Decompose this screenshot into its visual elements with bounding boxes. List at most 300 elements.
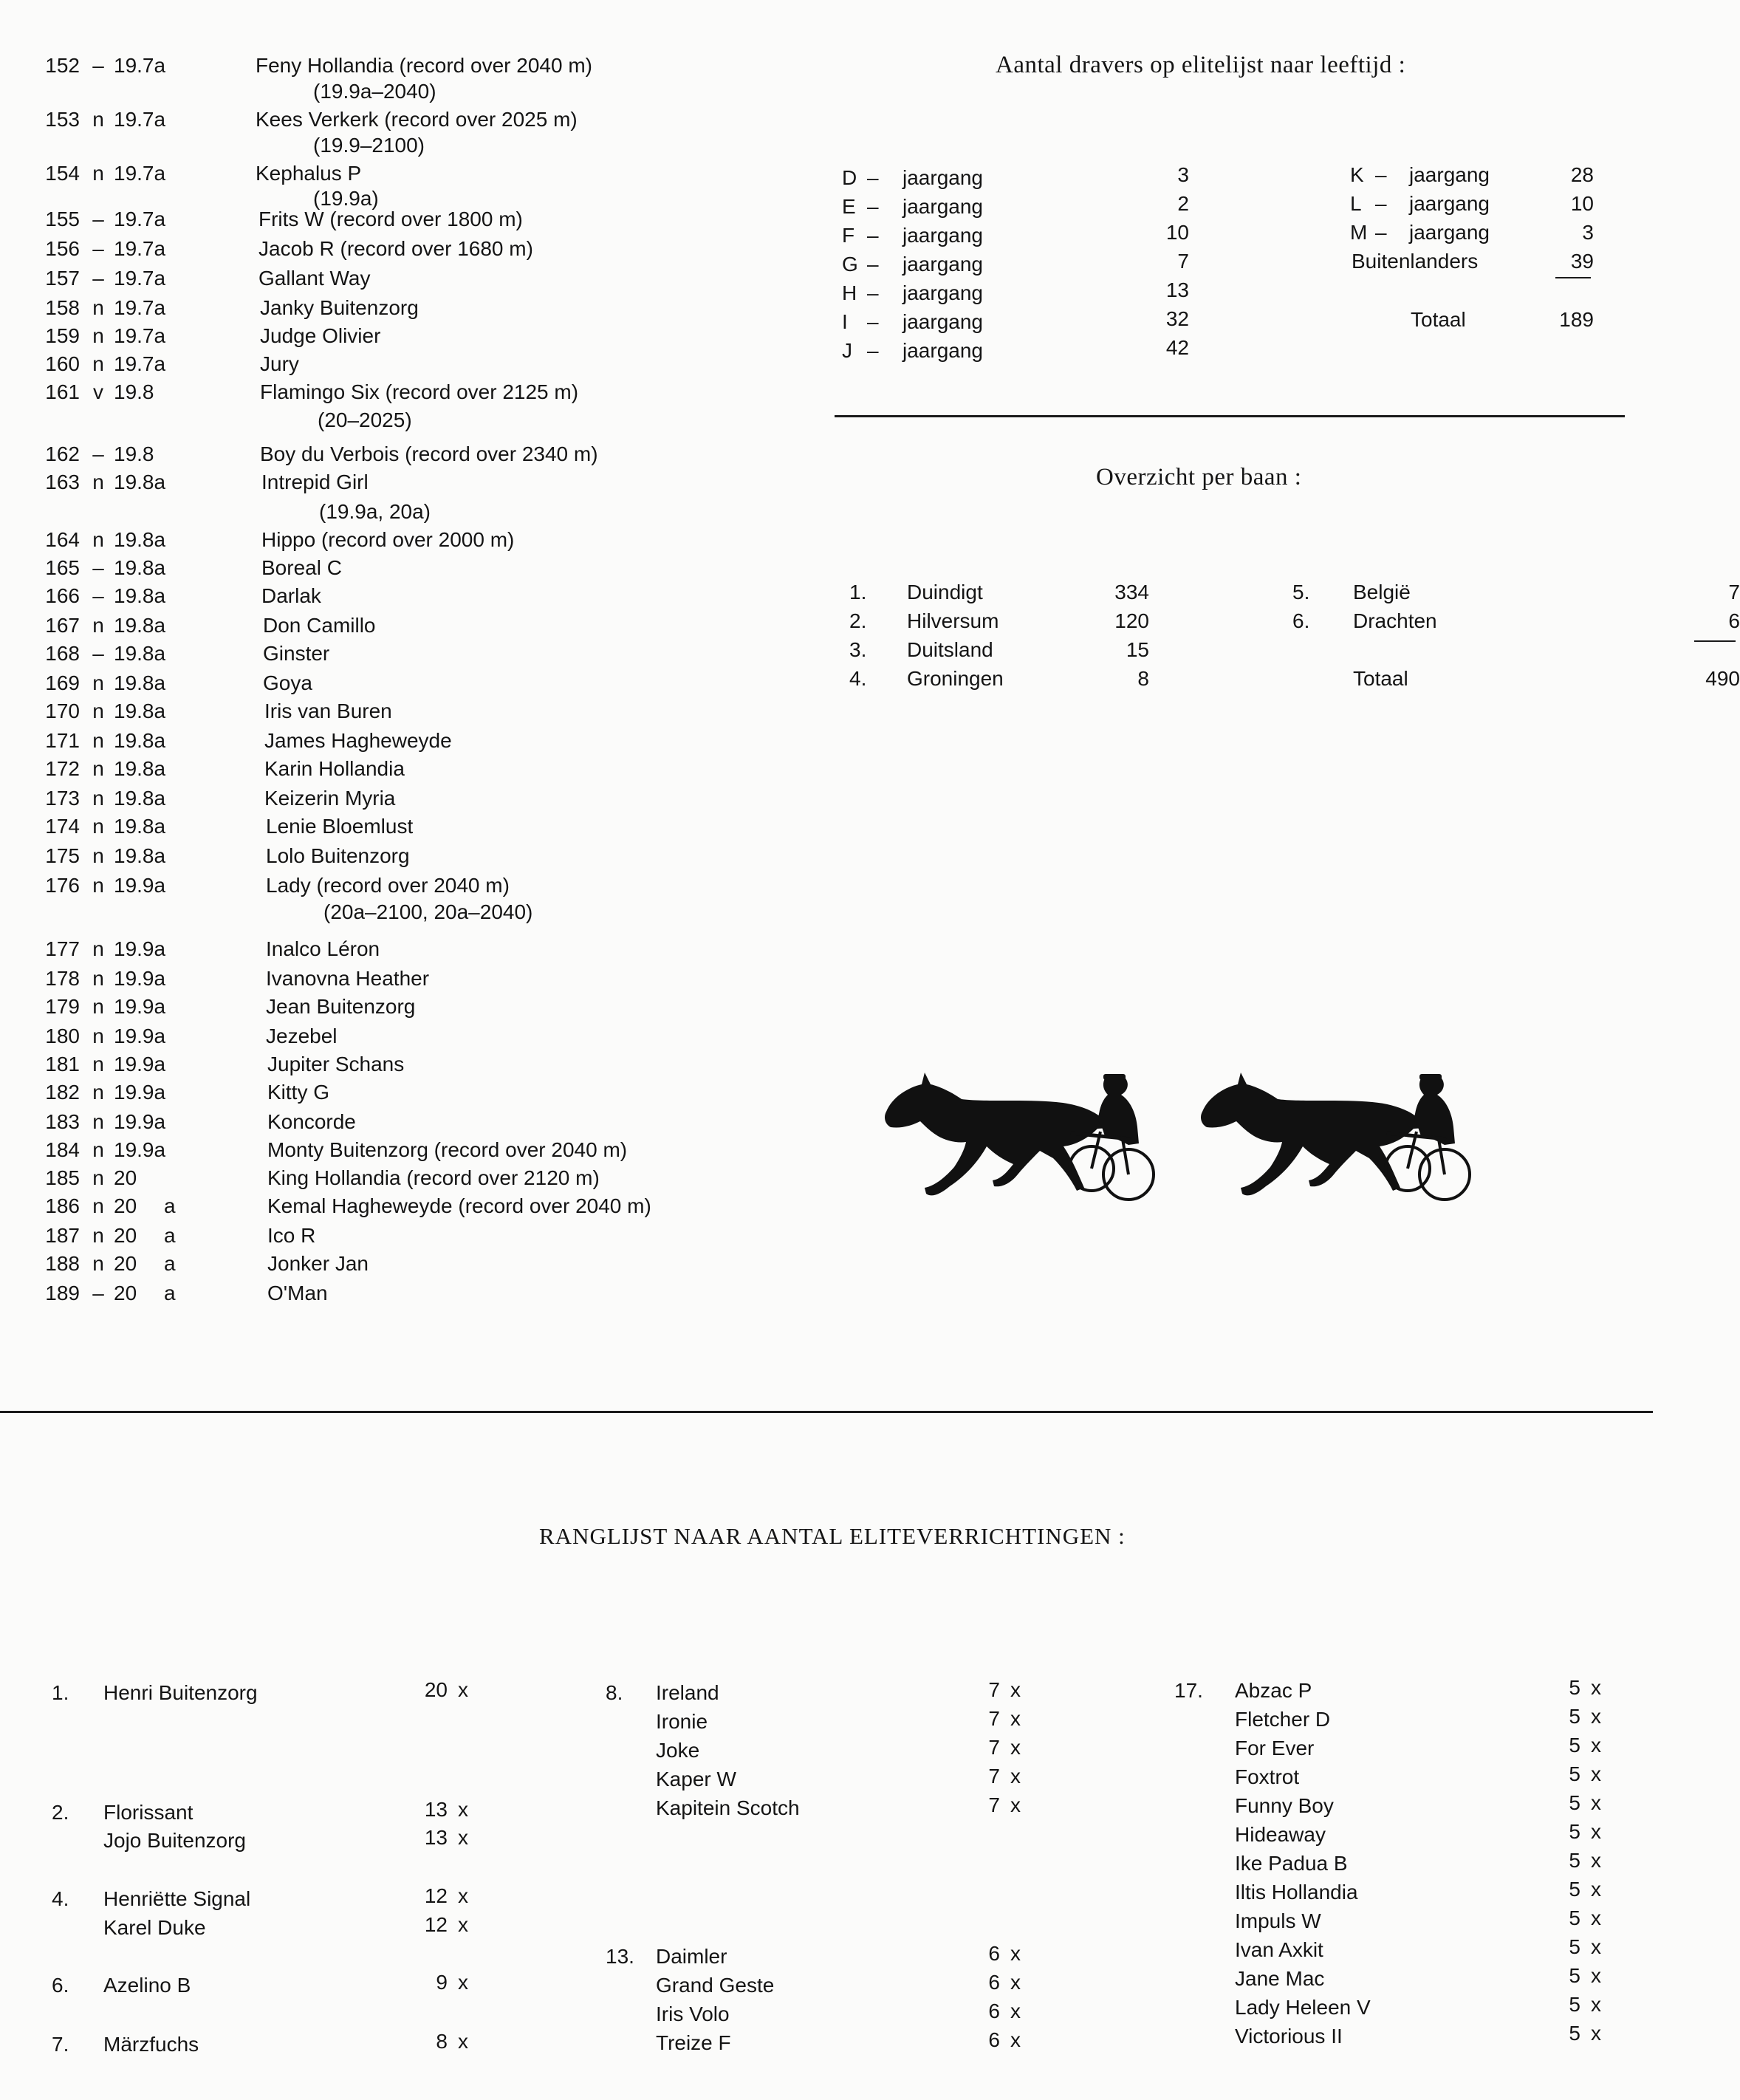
trotter-number: 159 xyxy=(45,324,80,347)
ranking-times: x xyxy=(1591,1993,1601,2016)
ranking-count: 12 xyxy=(424,1913,448,1936)
track-rank: 5. xyxy=(1292,581,1310,603)
ranking-count: 12 xyxy=(424,1884,448,1907)
ranking-count: 6 xyxy=(988,1942,1000,1965)
trotter-number: 168 xyxy=(45,642,80,665)
track-section-title: Overzicht per baan : xyxy=(1096,464,1302,490)
trotter-record-note: (20a–2100, 20a–2040) xyxy=(323,900,533,923)
trotter-name: Goya xyxy=(263,671,312,694)
age-dash: – xyxy=(1375,163,1387,186)
trotter-number: 184 xyxy=(45,1138,80,1161)
trotter-number: 167 xyxy=(45,614,80,637)
trotter-name: James Hagheweyde xyxy=(264,729,452,752)
age-letter: E xyxy=(842,195,856,218)
trotter-row xyxy=(0,641,739,666)
ranking-position: 8. xyxy=(606,1681,623,1704)
ranking-column-1 xyxy=(52,1680,495,2065)
trotter-name: Inalco Léron xyxy=(266,937,380,960)
trotter-name: Lady (record over 2040 m) xyxy=(266,874,510,897)
track-rank: 6. xyxy=(1292,609,1310,632)
track-name: Hilversum xyxy=(907,609,999,632)
trotter-record-note: (19.9–2100) xyxy=(313,134,425,157)
ranking-count: 20 xyxy=(424,1678,448,1701)
trotter-number: 164 xyxy=(45,528,80,551)
trotter-marker: – xyxy=(92,642,104,665)
ranking-times: x xyxy=(1010,1678,1021,1701)
trotter-time: 19.9a xyxy=(114,967,166,990)
track-name: Duitsland xyxy=(907,638,993,661)
trotter-number: 189 xyxy=(45,1282,80,1304)
ranking-times: x xyxy=(1010,2028,1021,2051)
ranking-times: x xyxy=(458,1913,468,1936)
age-count: 2 xyxy=(1177,192,1189,215)
foreign-label: Buitenlanders xyxy=(1352,250,1479,273)
ranking-count: 5 xyxy=(1569,1705,1580,1728)
track-table-left xyxy=(849,580,1160,698)
age-letter: I xyxy=(842,310,848,333)
age-letter: F xyxy=(842,224,855,247)
age-dash: – xyxy=(867,310,879,333)
trotter-row xyxy=(0,1251,739,1276)
trotter-marker: n xyxy=(92,352,104,375)
trotter-row xyxy=(0,1223,739,1248)
trotter-row xyxy=(0,873,739,898)
trotter-row xyxy=(0,352,739,377)
trotter-marker: n xyxy=(92,614,104,637)
ranking-name: Treize F xyxy=(656,2031,731,2054)
ranking-count: 5 xyxy=(1569,1734,1580,1757)
trotter-time: 19.9a xyxy=(114,1025,166,1047)
trotter-row xyxy=(0,994,739,1019)
age-count: 7 xyxy=(1177,250,1189,273)
trotter-row xyxy=(0,728,739,753)
trotter-row xyxy=(0,786,739,811)
age-dash: – xyxy=(867,166,879,189)
trotter-name: Kees Verkerk (record over 2025 m) xyxy=(256,108,578,131)
trotter-row xyxy=(0,1166,739,1191)
trotter-row xyxy=(0,295,739,321)
trotter-name: Kemal Hagheweyde (record over 2040 m) xyxy=(267,1194,651,1217)
age-label: jaargang xyxy=(902,166,983,189)
age-count: 10 xyxy=(1570,192,1594,215)
age-dash: – xyxy=(867,253,879,276)
track-count: 7 xyxy=(1728,581,1740,603)
ranking-name: For Ever xyxy=(1235,1737,1315,1759)
trotter-time: 19.8a xyxy=(114,757,166,780)
trotter-number: 181 xyxy=(45,1053,80,1075)
trotter-name: Keizerin Myria xyxy=(264,787,396,810)
ranking-name: Florissant xyxy=(103,1801,193,1824)
trotter-marker: n xyxy=(92,787,104,810)
track-name: Groningen xyxy=(907,667,1004,690)
trotter-time: 19.9a xyxy=(114,1110,166,1133)
track-name: België xyxy=(1353,581,1411,603)
trotter-number: 157 xyxy=(45,267,80,290)
trotter-time: 19.7a xyxy=(114,208,166,230)
trotter-name: Darlak xyxy=(261,584,321,607)
ranking-name: Kapitein Scotch xyxy=(656,1796,800,1819)
trotter-name: Lolo Buitenzorg xyxy=(266,844,410,867)
ranking-count: 13 xyxy=(424,1798,448,1821)
trotters-list xyxy=(0,0,739,1322)
track-count: 120 xyxy=(1114,609,1149,632)
trotter-name: Jacob R (record over 1680 m) xyxy=(258,237,533,260)
age-letter: L xyxy=(1350,192,1362,215)
ranking-name: Jane Mac xyxy=(1235,1967,1325,1990)
trotter-row xyxy=(0,380,739,405)
trotter-name: Karin Hollandia xyxy=(264,757,405,780)
age-count: 3 xyxy=(1582,221,1594,244)
age-table-left xyxy=(842,163,1189,372)
trotter-time: 20 xyxy=(114,1166,137,1189)
age-letter: J xyxy=(842,339,852,362)
age-count: 10 xyxy=(1165,221,1189,244)
trotter-number: 173 xyxy=(45,787,80,810)
ranking-column-3 xyxy=(1174,1678,1617,2062)
age-count: 28 xyxy=(1570,163,1594,186)
ranking-count: 7 xyxy=(988,1765,1000,1788)
age-label: jaargang xyxy=(1409,221,1490,244)
track-name: Duindigt xyxy=(907,581,983,603)
trotter-name: Ginster xyxy=(263,642,330,665)
age-count: 42 xyxy=(1165,336,1189,359)
trotter-name: Kephalus P xyxy=(256,162,362,185)
ranking-count: 6 xyxy=(988,2000,1000,2022)
trotter-marker: n xyxy=(92,1252,104,1275)
trotter-name: Ico R xyxy=(267,1224,316,1247)
ranking-times: x xyxy=(458,1826,468,1849)
trotter-marker: n xyxy=(92,757,104,780)
trotter-marker: n xyxy=(92,1053,104,1075)
trotter-row xyxy=(0,699,739,724)
ranking-times: x xyxy=(458,1971,468,1994)
trotter-marker: – xyxy=(92,208,104,230)
ranking-count: 5 xyxy=(1569,1964,1580,1987)
ranking-name: Impuls W xyxy=(1235,1909,1321,1932)
ranking-name: Karel Duke xyxy=(103,1916,206,1939)
age-label: jaargang xyxy=(902,339,983,362)
ranking-name: Märzfuchs xyxy=(103,2033,199,2056)
trotter-marker: n xyxy=(92,874,104,897)
trotter-number: 162 xyxy=(45,442,80,465)
trotter-row xyxy=(0,1138,739,1163)
sum-underline xyxy=(1694,640,1736,642)
trotter-number: 163 xyxy=(45,471,80,493)
ranking-name: Ironie xyxy=(656,1710,708,1733)
age-dash: – xyxy=(867,224,879,247)
trotter-number: 165 xyxy=(45,556,80,579)
ranking-times: x xyxy=(1591,1734,1601,1757)
trotter-row xyxy=(0,527,739,553)
trotter-marker: n xyxy=(92,1110,104,1133)
trotter-time: 19.8a xyxy=(114,700,166,722)
total-label: Totaal xyxy=(1353,667,1408,690)
total-value: 189 xyxy=(1559,308,1594,331)
trotter-marker: n xyxy=(92,162,104,185)
track-rank: 4. xyxy=(849,667,867,690)
ranking-count: 8 xyxy=(436,2030,448,2053)
ranking-times: x xyxy=(458,1884,468,1907)
ranking-position: 4. xyxy=(52,1887,69,1910)
trotter-marker: n xyxy=(92,700,104,722)
ranking-times: x xyxy=(1591,1820,1601,1843)
age-table-right xyxy=(1350,163,1601,347)
trotter-number: 160 xyxy=(45,352,80,375)
trotter-row xyxy=(0,966,739,991)
trotter-name: King Hollandia (record over 2120 m) xyxy=(267,1166,600,1189)
trotter-time: 19.9a xyxy=(114,874,166,897)
ranking-count: 5 xyxy=(1569,1906,1580,1929)
trotter-marker: n xyxy=(92,729,104,752)
trotter-marker: – xyxy=(92,54,104,77)
trotter-time: 19.7a xyxy=(114,296,166,319)
age-dash: – xyxy=(1375,192,1387,215)
ranking-times: x xyxy=(1591,1676,1601,1699)
ranking-position: 2. xyxy=(52,1801,69,1824)
ranking-times: x xyxy=(1591,1849,1601,1872)
trotter-name: Boy du Verbois (record over 2340 m) xyxy=(260,442,598,465)
trotter-number: 180 xyxy=(45,1025,80,1047)
trotter-number: 152 xyxy=(45,54,80,77)
trotter-time: 19.8a xyxy=(114,471,166,493)
trotter-number: 174 xyxy=(45,815,80,838)
trotter-time: 19.8a xyxy=(114,528,166,551)
age-label: jaargang xyxy=(902,281,983,304)
trotter-time-suffix: a xyxy=(164,1224,176,1247)
age-label: jaargang xyxy=(902,253,983,276)
ranking-count: 7 xyxy=(988,1678,1000,1701)
trotter-marker: n xyxy=(92,671,104,694)
trotter-name: Jean Buitenzorg xyxy=(266,995,416,1018)
ranking-position: 17. xyxy=(1174,1679,1203,1702)
trotter-record-note: (19.9a–2040) xyxy=(313,80,436,103)
trotter-row xyxy=(0,1080,739,1105)
sum-underline xyxy=(1555,277,1591,278)
ranking-count: 5 xyxy=(1569,1993,1580,2016)
trotter-time: 19.7a xyxy=(114,108,166,131)
ranking-count: 5 xyxy=(1569,1878,1580,1901)
trotter-marker: – xyxy=(92,442,104,465)
ranking-times: x xyxy=(1010,1942,1021,1965)
age-dash: – xyxy=(867,195,879,218)
trotter-row xyxy=(0,107,739,132)
ranking-name: Kaper W xyxy=(656,1768,736,1791)
trotter-time: 19.8a xyxy=(114,642,166,665)
trotter-time-suffix: a xyxy=(164,1252,176,1275)
ranking-times: x xyxy=(458,2030,468,2053)
ranking-count: 5 xyxy=(1569,1676,1580,1699)
trotter-record-note: (19.9a) xyxy=(313,187,379,210)
ranking-times: x xyxy=(1591,1935,1601,1958)
trotter-row xyxy=(0,161,739,186)
trotter-time: 19.9a xyxy=(114,937,166,960)
ranking-name: Jojo Buitenzorg xyxy=(103,1829,247,1852)
ranking-times: x xyxy=(1010,1971,1021,1994)
trotter-name: Feny Hollandia (record over 2040 m) xyxy=(256,54,592,77)
trotter-marker: n xyxy=(92,1081,104,1104)
trotter-marker: n xyxy=(92,1224,104,1247)
trotter-row xyxy=(0,266,739,291)
trotter-time: 19.8a xyxy=(114,815,166,838)
trotter-number: 187 xyxy=(45,1224,80,1247)
track-rank: 3. xyxy=(849,638,867,661)
trotter-marker: n xyxy=(92,937,104,960)
trotter-time: 19.8a xyxy=(114,584,166,607)
ranking-times: x xyxy=(1591,1964,1601,1987)
trotter-row xyxy=(0,207,739,232)
ranking-count: 6 xyxy=(988,1971,1000,1994)
ranking-times: x xyxy=(1010,1793,1021,1816)
ranking-times: x xyxy=(1010,1707,1021,1730)
ranking-times: x xyxy=(1010,2000,1021,2022)
trotter-time: 20 xyxy=(114,1194,137,1217)
trotter-number: 169 xyxy=(45,671,80,694)
ranking-name: Iltis Hollandia xyxy=(1235,1881,1358,1904)
trotter-time: 19.7a xyxy=(114,162,166,185)
ranking-count: 5 xyxy=(1569,2022,1580,2045)
trotter-number: 182 xyxy=(45,1081,80,1104)
ranking-name: Joke xyxy=(656,1739,700,1762)
trotter-name: Janky Buitenzorg xyxy=(260,296,419,319)
ranking-times: x xyxy=(1591,1762,1601,1785)
ranking-count: 7 xyxy=(988,1793,1000,1816)
trotter-name: O'Man xyxy=(267,1282,328,1304)
trotter-row xyxy=(0,324,739,349)
trotter-number: 188 xyxy=(45,1252,80,1275)
trotter-marker: n xyxy=(92,324,104,347)
trotter-time: 19.8a xyxy=(114,729,166,752)
age-dash: – xyxy=(867,281,879,304)
age-letter: H xyxy=(842,281,857,304)
trotter-row xyxy=(0,1109,739,1135)
harness-racing-trotters-icon xyxy=(857,1056,1492,1234)
age-dash: – xyxy=(1375,221,1387,244)
age-label: jaargang xyxy=(1409,163,1490,186)
ranking-name: Fletcher D xyxy=(1235,1708,1331,1731)
trotter-marker: – xyxy=(92,267,104,290)
trotter-name: Gallant Way xyxy=(258,267,371,290)
ranking-count: 13 xyxy=(424,1826,448,1849)
trotter-number: 154 xyxy=(45,162,80,185)
trotter-name: Lenie Bloemlust xyxy=(266,815,414,838)
section-divider xyxy=(835,415,1625,417)
ranking-name: Ivan Axkit xyxy=(1235,1938,1323,1961)
age-letter: D xyxy=(842,166,857,189)
trotter-number: 177 xyxy=(45,937,80,960)
age-label: jaargang xyxy=(902,310,983,333)
ranking-name: Azelino B xyxy=(103,1974,191,1997)
trotter-time: 19.9a xyxy=(114,1053,166,1075)
ranking-times: x xyxy=(1010,1765,1021,1788)
track-count: 8 xyxy=(1137,667,1149,690)
trotter-time: 19.8a xyxy=(114,787,166,810)
age-section-title: Aantal dravers op elitelijst naar leeftijd : xyxy=(996,52,1406,78)
ranking-column-2 xyxy=(606,1680,1049,2065)
trotter-number: 153 xyxy=(45,108,80,131)
trotter-record-note: (20–2025) xyxy=(318,408,412,431)
track-count: 334 xyxy=(1114,581,1149,603)
trotter-time: 19.9a xyxy=(114,1138,166,1161)
trotter-row xyxy=(0,584,739,609)
total-label: Totaal xyxy=(1411,308,1466,331)
ranking-name: Henri Buitenzorg xyxy=(103,1681,258,1704)
trotter-name: Jupiter Schans xyxy=(267,1053,405,1075)
trotter-number: 185 xyxy=(45,1166,80,1189)
ranking-name: Hideaway xyxy=(1235,1823,1326,1846)
ranking-name: Abzac P xyxy=(1235,1679,1312,1702)
ranking-name: Foxtrot xyxy=(1235,1765,1300,1788)
total-value: 490 xyxy=(1705,667,1740,690)
trotter-number: 178 xyxy=(45,967,80,990)
trotter-time-suffix: a xyxy=(164,1282,176,1304)
trotter-name: Intrepid Girl xyxy=(261,471,369,493)
trotter-name: Monty Buitenzorg (record over 2040 m) xyxy=(267,1138,628,1161)
trotter-row xyxy=(0,53,739,78)
trotter-number: 183 xyxy=(45,1110,80,1133)
ranking-count: 5 xyxy=(1569,1791,1580,1814)
track-count: 6 xyxy=(1728,609,1740,632)
ranking-count: 5 xyxy=(1569,1820,1580,1843)
trotter-marker: n xyxy=(92,815,104,838)
page-divider xyxy=(0,1411,1653,1413)
age-letter: K xyxy=(1350,163,1364,186)
trotter-time: 19.8 xyxy=(114,442,154,465)
ranking-count: 5 xyxy=(1569,1762,1580,1785)
ranking-name: Daimler xyxy=(656,1945,727,1968)
trotter-number: 155 xyxy=(45,208,80,230)
trotter-number: 171 xyxy=(45,729,80,752)
trotter-number: 166 xyxy=(45,584,80,607)
ranking-name: Henriëtte Signal xyxy=(103,1887,251,1910)
trotter-name: Jezebel xyxy=(266,1025,338,1047)
ranking-name: Ike Padua B xyxy=(1235,1852,1348,1875)
ranking-times: x xyxy=(1591,2022,1601,2045)
trotter-name: Jury xyxy=(260,352,299,375)
trotter-row xyxy=(0,814,739,839)
trotter-marker: – xyxy=(92,237,104,260)
ranking-name: Funny Boy xyxy=(1235,1794,1334,1817)
trotter-number: 175 xyxy=(45,844,80,867)
trotter-marker: n xyxy=(92,995,104,1018)
foreign-count: 39 xyxy=(1570,250,1594,273)
track-rank: 1. xyxy=(849,581,867,603)
ranking-position: 6. xyxy=(52,1974,69,1997)
ranking-count: 7 xyxy=(988,1707,1000,1730)
trotter-time: 19.8 xyxy=(114,380,154,403)
trotter-row xyxy=(0,613,739,638)
trotter-row xyxy=(0,1281,739,1306)
trotter-time: 19.9a xyxy=(114,1081,166,1104)
ranking-count: 5 xyxy=(1569,1849,1580,1872)
trotter-number: 158 xyxy=(45,296,80,319)
ranking-times: x xyxy=(1591,1878,1601,1901)
age-label: jaargang xyxy=(902,224,983,247)
trotter-number: 156 xyxy=(45,237,80,260)
trotter-number: 176 xyxy=(45,874,80,897)
trotter-time: 20 xyxy=(114,1282,137,1304)
trotter-name: Jonker Jan xyxy=(267,1252,369,1275)
trotter-row xyxy=(0,442,739,467)
ranking-times: x xyxy=(1010,1736,1021,1759)
trotter-time: 20 xyxy=(114,1252,137,1275)
trotter-marker: n xyxy=(92,296,104,319)
age-letter: M xyxy=(1350,221,1368,244)
trotter-name: Judge Olivier xyxy=(260,324,381,347)
trotter-time: 19.7a xyxy=(114,352,166,375)
trotter-row xyxy=(0,937,739,962)
trotter-time-suffix: a xyxy=(164,1194,176,1217)
age-dash: – xyxy=(867,339,879,362)
